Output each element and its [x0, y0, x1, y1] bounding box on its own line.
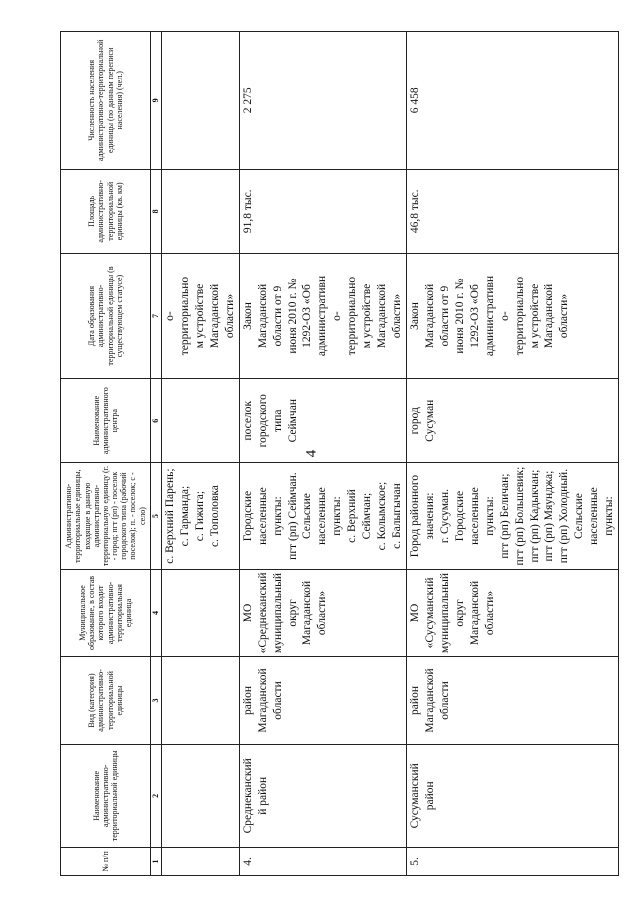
continuation-row [162, 32, 240, 876]
date-cell [162, 254, 240, 379]
cell-line: пгт (рп) Холодный. [558, 468, 571, 564]
cell-line: Магаданской [543, 283, 556, 349]
area-cell: 91,8 тыс. [239, 169, 406, 253]
cell-line: город [409, 407, 421, 435]
cell-line: Сельские населенные [573, 487, 601, 545]
table-row [239, 32, 406, 876]
cell-line: муниципальный [271, 572, 284, 653]
cell-line: район [423, 781, 436, 811]
cell-line: Магаданской [376, 283, 389, 349]
cell-line: с. Гижига; [193, 490, 206, 542]
cell-line: «Сусуманский [423, 577, 436, 649]
cell-line: Сельские населенные [301, 487, 329, 545]
table-cell [162, 169, 240, 253]
cell-line: Магаданской [301, 580, 314, 646]
header-cell: Дата образования административно-территориальной единицы (в существующем статусе) [61, 254, 151, 379]
header-cell: Наименование административного центра [61, 379, 151, 463]
cell-line: м устройстве [193, 283, 206, 349]
column-number: 8 [151, 169, 162, 253]
cell-line: й район [256, 776, 269, 815]
cell-line: округ [453, 599, 466, 627]
unit-name-cell [407, 744, 619, 847]
cell-line: Сеймчан [286, 399, 299, 443]
cell-line: округ [286, 599, 299, 627]
cell-line: с. Балыгычан [391, 483, 404, 549]
cell-line: Магаданской [208, 283, 221, 349]
population-cell: 2 275 [239, 32, 406, 170]
column-number-row [151, 32, 162, 876]
cell-line: типа [271, 409, 284, 432]
column-number: 7 [151, 254, 162, 379]
cell-line: пгт (рп) Сеймчан. [286, 472, 299, 560]
column-number: 4 [151, 569, 162, 657]
municipality-cell [407, 569, 619, 657]
cell-line: о- [164, 311, 176, 321]
cell-line: городского [256, 394, 269, 448]
units-cell [162, 463, 240, 569]
cell-line: территориально [513, 276, 526, 356]
cell-line: Закон [409, 302, 421, 330]
row-number: 4. [239, 847, 406, 875]
cell-line: области от 9 [438, 285, 451, 347]
header-cell: № п/п [61, 847, 151, 875]
header-cell: Муниципальное образование, в состав которого входит административно-территориальная единица [61, 569, 151, 657]
header-cell: Численность населения административно-территориальной единицы (по данным переписи населения) (чел.) [61, 32, 151, 170]
cell-line: м устройстве [361, 283, 374, 349]
table-cell [162, 847, 240, 875]
cell-line: Магаданской [256, 283, 269, 349]
cell-line: с. Гарманда; [178, 485, 191, 547]
column-number: 2 [151, 744, 162, 847]
cell-line: о- [498, 311, 511, 321]
date-cell [407, 254, 619, 379]
cell-line: области» [223, 293, 236, 339]
population-cell: 6 458 [407, 32, 619, 170]
cell-line: пгт (рп) Большевик; [513, 466, 526, 566]
cell-line: Среднеканский [241, 758, 254, 834]
cell-line: Сусуманский [409, 763, 421, 829]
cell-line: области» [391, 293, 404, 339]
row-number: 5. [407, 847, 619, 875]
cell-line: Магаданской [423, 283, 436, 349]
column-number: 5 [151, 463, 162, 569]
cell-line: муниципальный [438, 572, 451, 653]
cell-line: с. Колымское; [376, 481, 389, 551]
unit-kind-cell [239, 657, 406, 745]
cell-line: пгт (рп) Кадыкчан; [528, 469, 541, 563]
cell-line: м устройстве [528, 283, 541, 349]
table-cell [162, 569, 240, 657]
cell-line: «Среднеканский [256, 572, 269, 654]
cell-line: г. Сусуман. [438, 488, 451, 544]
column-number: 9 [151, 32, 162, 170]
cell-line: с. Верхний Парень; [164, 468, 176, 564]
header-row [61, 32, 151, 876]
header-cell: Вид (категория) административно-территориальной единицы [61, 657, 151, 745]
column-number: 3 [151, 657, 162, 745]
cell-line: район [241, 686, 254, 715]
units-cell [407, 463, 619, 569]
cell-line: территориально [178, 276, 191, 356]
cell-line: июня 2010 г. № [453, 278, 466, 354]
municipality-cell [239, 569, 406, 657]
cell-line: район [409, 686, 421, 715]
table-cell [162, 379, 240, 463]
cell-line: пгт (рп) Беличан; [498, 473, 511, 559]
cell-line: Городские населенные [241, 487, 269, 545]
table-row [407, 32, 619, 876]
center-cell [407, 379, 619, 463]
cell-line: о- [331, 311, 344, 321]
cell-line: пункты: [331, 496, 344, 536]
cell-line: Магаданской [256, 668, 269, 733]
cell-line: территориально [346, 276, 359, 356]
admin-units-table [60, 31, 619, 876]
units-cell [239, 463, 406, 569]
cell-line: поселок [241, 400, 254, 441]
table-cell [162, 32, 240, 170]
column-number: 1 [151, 847, 162, 875]
cell-line: МО [409, 603, 421, 623]
cell-line: 1292-ОЗ «Об [301, 284, 314, 348]
cell-line: Магаданской [423, 668, 436, 733]
cell-line: Город районного [409, 474, 421, 558]
cell-line: области» [558, 293, 571, 339]
header-cell: Наименование административно-территориальной единицы [61, 744, 151, 847]
cell-line: с. Верхний Сеймчан; [346, 489, 374, 543]
rotated-table-wrapper [60, 31, 616, 876]
cell-line: 1292-ОЗ «Об [468, 284, 481, 348]
cell-line: Городские населенные [453, 487, 481, 545]
unit-name-cell [239, 744, 406, 847]
cell-line: пункты: [603, 496, 616, 536]
cell-line: административн [316, 275, 329, 357]
cell-line: пункты: [483, 496, 496, 536]
cell-line: области от 9 [271, 285, 284, 347]
cell-line: области [438, 681, 451, 720]
cell-line: административн [483, 275, 496, 357]
cell-line: июня 2010 г. № [286, 278, 299, 354]
cell-line: области» [316, 590, 329, 636]
table-cell [162, 657, 240, 745]
cell-line: с. Тополовка [208, 485, 221, 548]
center-cell [239, 379, 406, 463]
header-cell: Площадь административно-территориальной единицы (кв. км) [61, 169, 151, 253]
cell-line: МО [241, 603, 254, 623]
unit-kind-cell [407, 657, 619, 745]
header-cell: Административно-территориальные единицы, входящие в данную административно-территориальную единицу (г. - город; пгт (рп) - поселок городского типа (рабочий поселок); п. - поселок; с - село) [61, 463, 151, 569]
cell-line: пгт (рп) Мяунджа; [543, 470, 556, 562]
cell-line: области [271, 681, 284, 720]
table-cell [162, 744, 240, 847]
cell-line: пункты: [271, 496, 284, 536]
date-cell [239, 254, 406, 379]
column-number: 6 [151, 379, 162, 463]
cell-line: Сусуман [423, 399, 436, 442]
cell-line: области» [483, 590, 496, 636]
area-cell: 46,8 тыс. [407, 169, 619, 253]
cell-line: значения: [423, 492, 436, 540]
cell-line: Магаданской [468, 580, 481, 646]
cell-line: Закон [241, 302, 254, 330]
page-number: 4 [303, 449, 320, 458]
